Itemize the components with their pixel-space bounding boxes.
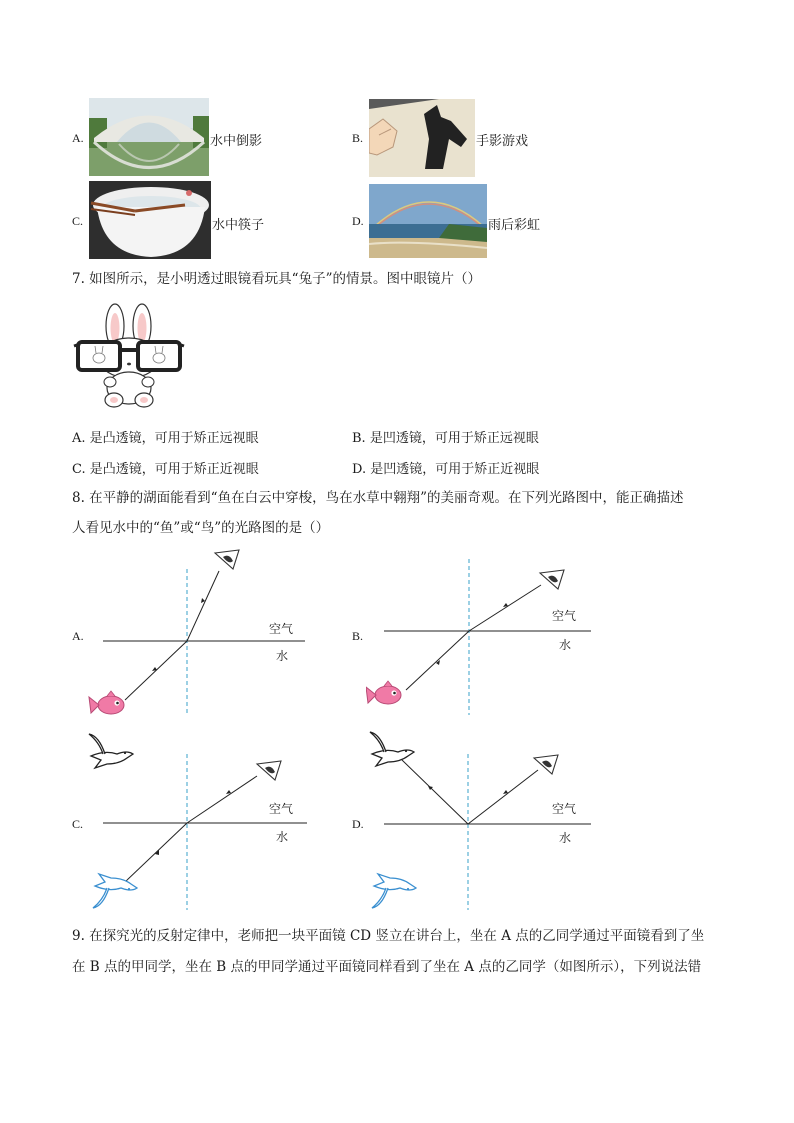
q8-diagram-b [366, 545, 596, 720]
q8-c-water-label: 水 [276, 830, 289, 844]
rainbow-photo [369, 184, 487, 258]
q7-option-b[interactable]: B. 是凹透镜，可用于矫正远视眼 [352, 431, 539, 446]
q7-option-c[interactable]: C. 是凸透镜，可用于矫正近视眼 [72, 462, 259, 477]
q6-option-b-letter: B. [352, 131, 364, 145]
q8-a-air-label: 空气 [269, 622, 294, 636]
bridge-reflection-photo [89, 98, 209, 176]
q8-option-a-letter[interactable]: A. [72, 629, 84, 643]
q8-c-air-label: 空气 [269, 802, 294, 816]
rabbit-with-glasses-figure [72, 302, 186, 410]
hand-shadow-photo [369, 99, 475, 177]
q8-diagram-d [366, 730, 596, 915]
q7-option-d[interactable]: D. 是凹透镜，可用于矫正近视眼 [352, 462, 540, 477]
q8-diagram-c [85, 730, 315, 915]
chopsticks-in-water-photo [89, 181, 211, 259]
q7-stem: 7. 如图所示，是小明透过眼镜看玩具“兔子”的情景。图中眼镜片（） [72, 271, 481, 287]
q8-stem-line1: 8. 在平静的湖面能看到“鱼在白云中穿梭，鸟在水草中翱翔”的美丽奇观。在下列光路图中，能正确描述 [72, 490, 684, 506]
q6-option-c-caption: 水中筷子 [212, 218, 265, 233]
q6-option-c-letter: C. [72, 214, 84, 228]
q6-option-a-letter: A. [72, 131, 84, 145]
q9-stem-line1: 9. 在探究光的反射定律中，老师把一块平面镜 CD 竖立在讲台上，坐在 A 点的乙同学通过平面镜看到了坐 [72, 928, 705, 944]
q6-option-b-caption: 手影游戏 [476, 134, 529, 149]
q8-b-air-label: 空气 [552, 609, 577, 623]
q8-b-water-label: 水 [559, 638, 572, 652]
q8-a-water-label: 水 [276, 649, 289, 663]
q6-option-d-caption: 雨后彩虹 [488, 218, 541, 233]
q6-option-a-caption: 水中倒影 [210, 134, 263, 149]
q8-option-b-letter[interactable]: B. [352, 629, 364, 643]
q9-stem-line2: 在 B 点的甲同学，坐在 B 点的甲同学通过平面镜同样看到了坐在 A 点的乙同学（如图所示），下列说法错 [72, 959, 702, 975]
q6-option-d-letter: D. [352, 214, 364, 228]
q8-stem-line2: 人看见水中的“鱼”或“鸟”的光路图的是（） [72, 520, 330, 536]
q7-option-a[interactable]: A. 是凸透镜，可用于矫正远视眼 [72, 431, 259, 446]
q8-d-air-label: 空气 [552, 802, 577, 816]
q8-option-d-letter[interactable]: D. [352, 817, 364, 831]
q8-d-water-label: 水 [559, 831, 572, 845]
q8-option-c-letter[interactable]: C. [72, 817, 84, 831]
